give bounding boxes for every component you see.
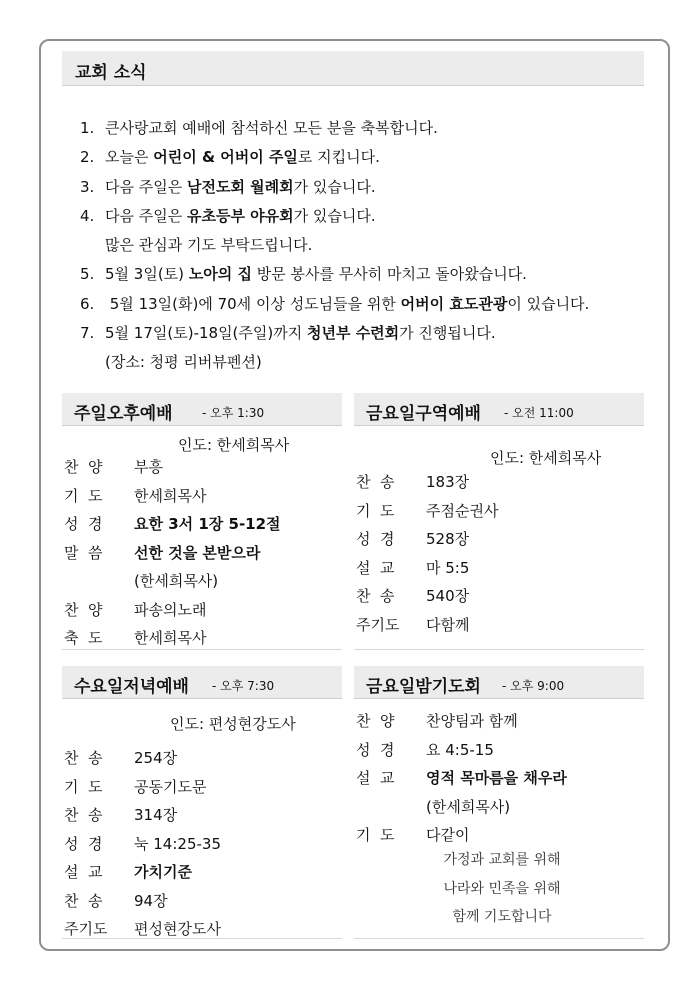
friday-district-leader: 인도: 한세희목사	[490, 449, 602, 467]
order-row-value: 다함께	[426, 615, 470, 634]
sunday-service-title: 주일오후예배	[74, 404, 173, 424]
order-row-label: 찬 송	[64, 749, 103, 767]
order-row-value: 540장	[426, 587, 470, 605]
prayer-topic: 나라와 민족을 위해	[443, 880, 561, 897]
order-row-value: 183장	[426, 473, 470, 491]
news-item	[80, 143, 589, 172]
news-item-highlight: 유초등부 야유회	[187, 206, 294, 225]
order-row-value: 요 4:5-15	[426, 740, 494, 759]
order-row-label: 주기도	[64, 920, 108, 938]
news-item-number: 4.	[80, 206, 95, 225]
news-item-highlight: 노아의 집	[188, 265, 252, 284]
order-row-value: 가치기준	[134, 863, 192, 881]
news-item-text: 다음 주일은	[105, 206, 187, 225]
order-row-value: 254장	[134, 749, 178, 767]
divider	[354, 938, 644, 939]
news-item-text: 가 있습니다.	[293, 177, 376, 196]
news-item-text: 로 지킵니다.	[297, 148, 380, 167]
order-row-label: 성 경	[64, 834, 103, 853]
friday-district-header	[354, 393, 644, 426]
news-item-text: 5월 13일(화)에 70세 이상 성도님들을 위한	[105, 294, 401, 313]
friday-district-time: - 오전 11:00	[504, 406, 574, 420]
order-row-value: 부흥	[134, 458, 163, 476]
order-row-label: 찬 양	[356, 712, 395, 730]
order-row-label: 주기도	[356, 615, 400, 634]
order-row-value: 한세희목사	[134, 629, 207, 647]
news-item-text: 다음 주일은	[105, 177, 187, 196]
friday-night-time: - 오후 9:00	[502, 679, 565, 693]
divider	[62, 938, 342, 939]
news-item	[80, 290, 589, 319]
news-item-number: 3.	[80, 177, 95, 196]
news-item	[80, 231, 589, 260]
order-row-label: 기 도	[356, 826, 395, 844]
wednesday-service-time: - 오후 7:30	[212, 679, 275, 693]
friday-district-title: 금요일구역예배	[366, 404, 481, 424]
order-row-label: 성 경	[64, 515, 103, 533]
order-row-label: 찬 송	[64, 806, 103, 824]
sunday-service-header	[62, 393, 342, 426]
news-item-text: 5월 3일(토)	[105, 265, 189, 284]
news-item-number: 6.	[80, 294, 95, 313]
news-item-text: 가 진행됩니다.	[399, 324, 496, 343]
order-row-label: 설 교	[64, 863, 103, 881]
prayer-topics	[422, 846, 582, 932]
order-row-label: 성 경	[356, 740, 395, 759]
order-row-label: 찬 양	[64, 458, 103, 476]
news-item-number: 1.	[80, 119, 95, 137]
friday-night-title: 금요일밤기도회	[366, 677, 481, 697]
news-item	[80, 114, 589, 143]
news-item	[80, 260, 589, 289]
order-row-value: 다같이	[426, 826, 470, 844]
news-item-highlight: 남전도회 월례회	[187, 177, 294, 196]
order-row-value: (한세희목사)	[134, 572, 219, 590]
order-row-label: 찬 송	[356, 587, 395, 605]
news-item-text: 큰사랑교회 예배에 참석하신 모든 분을 축복합니다.	[105, 119, 438, 137]
order-row-value: 찬양팀과 함께	[426, 712, 518, 730]
order-row-label: 설 교	[356, 558, 395, 577]
prayer-topic: 가정과 교회를 위해	[443, 852, 561, 868]
news-list	[80, 114, 589, 378]
news-item-highlight: 어버이 효도관광	[400, 294, 508, 313]
order-row-label: 설 교	[356, 769, 395, 787]
sunday-service-time: - 오후 1:30	[202, 406, 265, 420]
order-row-label: 말 씀	[64, 543, 103, 562]
order-row-value: 94장	[134, 891, 168, 910]
order-row-value: 선한 것을 본받으라	[134, 543, 261, 562]
news-item-number: 5.	[80, 265, 95, 284]
order-row-value: 주점순권사	[426, 501, 499, 520]
order-row-value: 314장	[134, 806, 178, 824]
order-row-label: 찬 송	[356, 473, 395, 491]
sunday-service-leader: 인도: 한세희목사	[178, 436, 290, 454]
order-row-label: 성 경	[356, 530, 395, 548]
news-item-number: 2.	[80, 148, 95, 167]
news-item	[80, 319, 589, 348]
order-row-value: 파송의노래	[134, 600, 207, 619]
news-item-highlight: 청년부 수련회	[307, 324, 400, 343]
order-row-value: (한세희목사)	[426, 797, 511, 816]
wednesday-service-header	[62, 666, 342, 699]
order-row-value: 마 5:5	[426, 558, 470, 577]
wednesday-service-title: 수요일저녁예배	[74, 677, 189, 697]
news-item-text: 방문 봉사를 무사히 마치고 돌아왔습니다.	[252, 265, 527, 284]
news-item-text: 5월 17일(토)-18일(주일)까지	[105, 324, 307, 343]
order-row-label: 기 도	[356, 501, 395, 520]
news-item	[80, 202, 589, 231]
news-item-text: 가 있습니다.	[293, 206, 376, 225]
news-item-text: (장소: 청평 리버뷰펜션)	[105, 353, 262, 372]
order-row-value: 528장	[426, 530, 470, 548]
order-row-label: 기 도	[64, 486, 103, 505]
prayer-topic: 함께 기도합니다	[452, 909, 552, 925]
wednesday-service-leader: 인도: 편성현강도사	[170, 715, 296, 733]
order-row-value: 공동기도문	[134, 777, 207, 796]
order-row-value: 눅 14:25-35	[134, 834, 221, 853]
news-header	[62, 51, 644, 86]
order-row-value: 편성현강도사	[134, 920, 221, 938]
order-row-label: 기 도	[64, 777, 103, 796]
order-row-value: 한세희목사	[134, 486, 207, 505]
news-item-text: 오늘은	[105, 148, 154, 167]
news-item-text: 이 있습니다.	[507, 294, 590, 313]
news-item	[80, 173, 589, 202]
friday-night-header	[354, 666, 644, 699]
order-row-value: 요한 3서 1장 5-12절	[134, 515, 281, 533]
order-row-value: 영적 목마름을 채우라	[426, 769, 567, 787]
news-item-highlight: 어린이 & 어버이 주일	[153, 148, 298, 167]
order-row-label: 찬 양	[64, 600, 103, 619]
news-item-text: 많은 관심과 기도 부탁드립니다.	[105, 236, 313, 255]
news-title: 교회 소식	[75, 63, 147, 83]
order-row-label: 축 도	[64, 629, 103, 647]
divider	[354, 649, 644, 650]
order-row-label: 찬 송	[64, 891, 103, 910]
news-item	[80, 348, 589, 377]
divider	[62, 649, 342, 650]
news-item-number: 7.	[80, 324, 95, 343]
